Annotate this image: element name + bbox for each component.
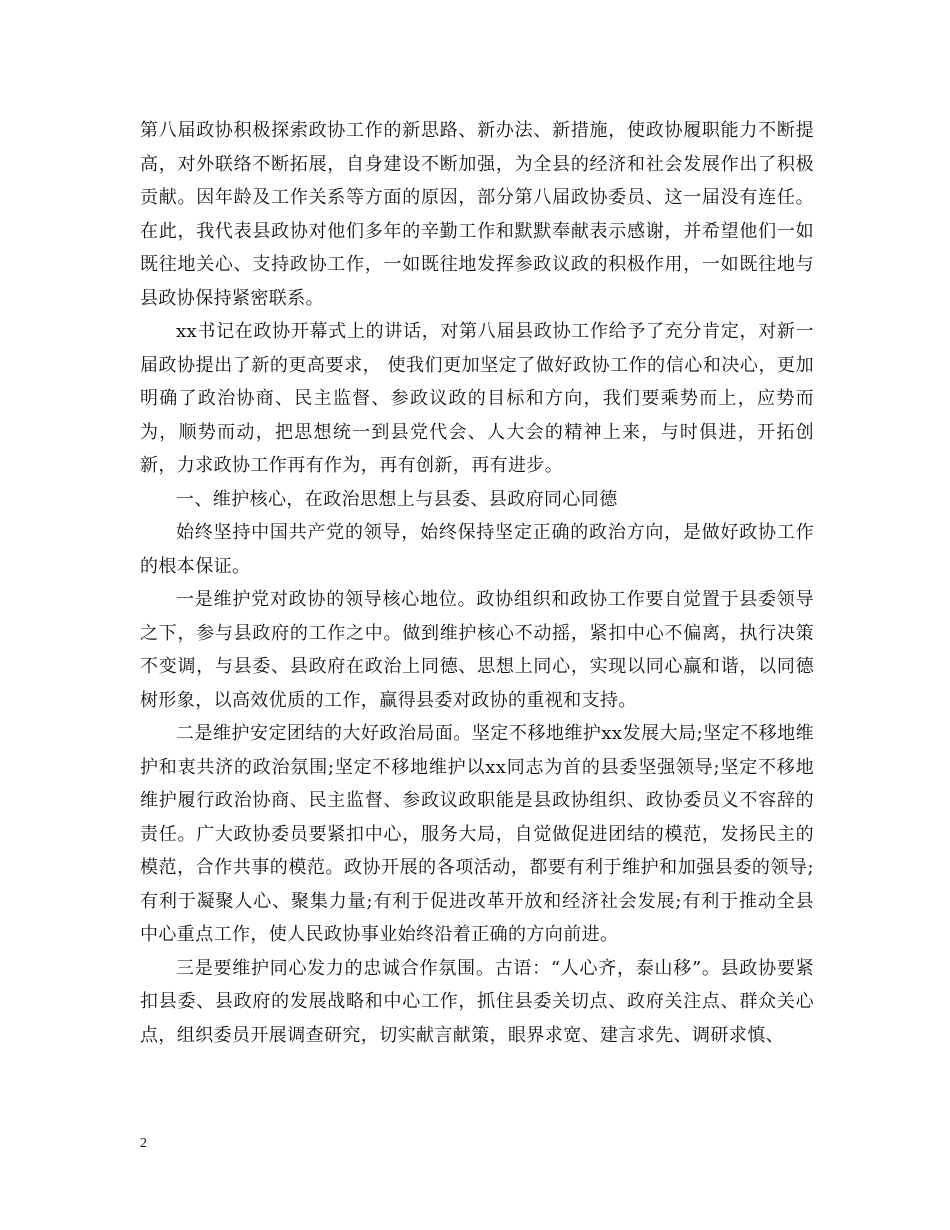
document-body: [140, 114, 814, 1052]
page-number: 2: [140, 1136, 147, 1151]
section-heading-1: 一、维护核心，在政治思想上与县委、县政府同心同德: [176, 488, 618, 510]
paragraph-point-one: 一是维护党对政协的领导核心地位。政协组织和政协工作要自觉置于县委领导之下，参与县政府的工作之中。做到维护核心不动摇，紧扣中心不偏离，执行决策不变调，与县委、县政府在政治上同德、思想上同心，实现以同心赢和谐，以同德树形象，以高效优质的工作，赢得县委对政协的重视和支持。: [140, 589, 814, 711]
paragraph-point-two: 二是维护安定团结的大好政治局面。坚定不移地维护xx发展大局;坚定不移地维护和衷共济的政治氛围;坚定不移地维护以xx同志为首的县委坚强领导;坚定不移地维护履行政治协商、民主监督、参政议政职能是县政协组织、政协委员义不容辞的责任。广大政协委员要紧扣中心，服务大局，自觉做促进团结的模范，发扬民主的模范，合作共事的模范。政协开展的各项活动，都要有利于维护和加强县委的领导;有利于凝聚人心、聚集力量;有利于促进改革开放和经济社会发展;有利于推动全县中心重点工作，使人民政协事业始终沿着正确的方向前进。: [140, 723, 814, 945]
paragraph-secretary-speech: xx书记在政协开幕式上的讲话，对第八届县政协工作给予了充分肯定，对新一届政协提出了新的更高要求， 使我们更加坚定了做好政协工作的信心和决心，更加明确了政治协商、民主监督、参政议政的目标和方向，我们要乘势而上，应势而为，顺势而动，把思想统一到县党代会、人大会的精神上来，与时俱进，开拓创新，力求政协工作再有作为，再有创新，再有进步。: [140, 321, 814, 476]
paragraph-intro: 第八届政协积极探索政协工作的新思路、新办法、新措施，使政协履职能力不断提高，对外联络不断拓展，自身建设不断加强，为全县的经济和社会发展作出了积极贡献。因年龄及工作关系等方面的原因，部分第八届政协委员、这一届没有连任。在此，我代表县政协对他们多年的辛勤工作和默默奉献表示感谢，并希望他们一如既往地关心、支持政协工作，一如既往地发挥参政议政的积极作用，一如既往地与县政协保持紧密联系。: [140, 120, 814, 309]
paragraph-point-three: 三是要维护同心发力的忠诚合作氛围。古语：“人心齐，泰山移”。县政协要紧扣县委、县政府的发展战略和中心工作，抓住县委关切点、政府关注点、群众关心点，组织委员开展调查研究，切实献言献策，眼界求宽、建言求先、调研求慎、: [140, 957, 814, 1046]
paragraph-party-leadership: 始终坚持中国共产党的领导，始终保持坚定正确的政治方向，是做好政协工作的根本保证。: [140, 522, 814, 577]
